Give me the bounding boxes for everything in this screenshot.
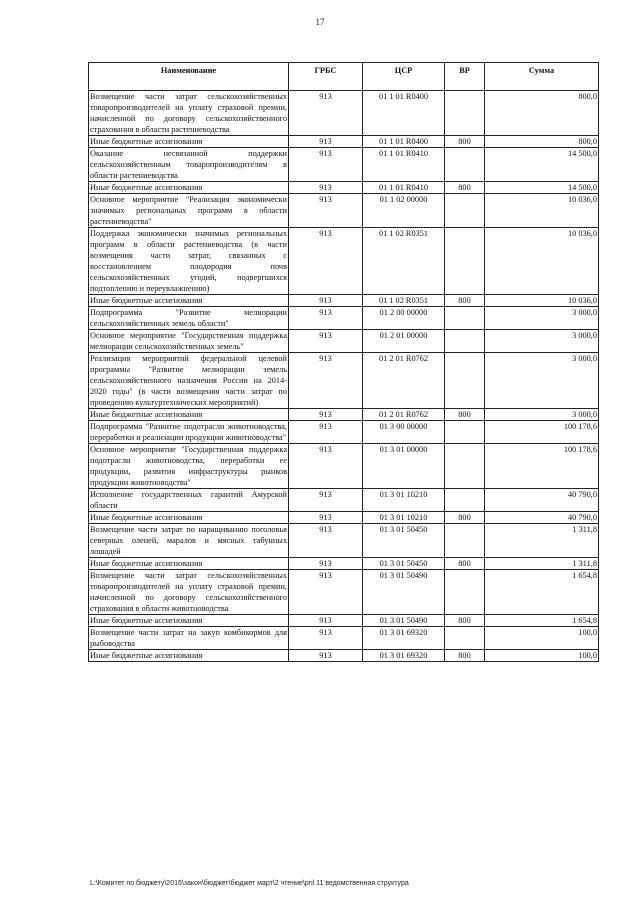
cell-grbs: 913 (289, 615, 363, 627)
table-row (89, 148, 599, 182)
cell-name: Иные бюджетные ассигнования (89, 650, 289, 662)
cell-vr: 800 (445, 615, 485, 627)
cell-sum: 1 311,8 (485, 524, 599, 558)
cell-sum: 3 000,0 (485, 353, 599, 409)
cell-sum: 100 178,6 (485, 421, 599, 444)
table-row (89, 182, 599, 194)
cell-name: Основное мероприятие "Государственная поддержка мелиорации сельскохозяйственных земель" (90, 331, 287, 351)
cell-sum: 10 036,0 (485, 228, 599, 295)
cell-name: Поддержка экономически значимых региональных программ в области растениеводства (в части возмещения части затрат, связанных с восстановлением плодородия почв сельскохозяйственных угодий, подвергшихся подтоплению и переувлажнению) (90, 229, 287, 293)
cell-csr: 01 2 01 R0762 (363, 353, 445, 409)
cell-grbs: 913 (289, 570, 363, 615)
cell-sum: 1 654,8 (485, 615, 599, 627)
cell-name: Реализация мероприятий федеральной целевой программы "Развитие мелиорации земель сельскохозяйственного назначения России на 2014-2020 годы" (в части возмещения части затрат по проведению культуртехнических мероприятий) (90, 354, 287, 407)
cell-grbs: 913 (289, 421, 363, 444)
table-row (89, 489, 599, 512)
cell-vr (445, 228, 485, 295)
cell-vr: 800 (445, 295, 485, 307)
cell-vr: 800 (445, 558, 485, 570)
cell-sum: 10 036,0 (485, 194, 599, 228)
cell-vr: 800 (445, 409, 485, 421)
table-row (89, 409, 599, 421)
cell-name: Основное мероприятие "Государственная поддержка подотрасли животноводства, переработки ее продукции, развития инфраструктуры рынков продукции животноводства" (90, 445, 287, 487)
cell-name: Иные бюджетные ассигнования (89, 295, 289, 307)
header-name: Наименование (89, 63, 289, 91)
cell-sum: 100 178,6 (485, 444, 599, 489)
cell-csr: 01 2 01 00000 (363, 330, 445, 353)
cell-name: Иные бюджетные ассигнования (89, 182, 289, 194)
cell-csr: 01 1 02 00000 (363, 194, 445, 228)
cell-grbs: 913 (289, 489, 363, 512)
cell-name: Иные бюджетные ассигнования (89, 136, 289, 148)
cell-name: Исполнение государственных гарантий Амурской области (90, 490, 287, 510)
cell-csr: 01 1 01 R0410 (363, 148, 445, 182)
cell-vr (445, 627, 485, 650)
cell-name: Иные бюджетные ассигнования (89, 615, 289, 627)
cell-csr: 01 1 02 R0351 (363, 228, 445, 295)
cell-vr (445, 524, 485, 558)
cell-csr: 01 2 01 R0762 (363, 409, 445, 421)
cell-sum: 10 036,0 (485, 295, 599, 307)
cell-name: Подпрограмма "Развитие подотрасли животноводства, переработки и реализации продукции животноводства" (90, 422, 287, 442)
cell-name: Возмещение части затрат сельскохозяйственных товаропроизводителей на уплату страховой премии, начисленной по договору сельскохозяйственного страхования в области растениеводства (90, 92, 287, 134)
cell-grbs: 913 (289, 558, 363, 570)
cell-grbs: 913 (289, 409, 363, 421)
cell-grbs: 913 (289, 295, 363, 307)
cell-grbs: 913 (289, 627, 363, 650)
cell-sum: 800,0 (485, 136, 599, 148)
cell-csr: 01 1 02 R0351 (363, 295, 445, 307)
page-number: 17 (315, 17, 325, 27)
cell-vr (445, 570, 485, 615)
table-row (89, 295, 599, 307)
table-row (89, 136, 599, 148)
cell-grbs: 913 (289, 524, 363, 558)
cell-sum: 3 000,0 (485, 330, 599, 353)
cell-vr (445, 353, 485, 409)
cell-sum: 3 000,0 (485, 307, 599, 330)
cell-name: Основное мероприятие "Реализация экономически значимых региональных программ в области растениеводства" (90, 195, 287, 226)
table-row (89, 524, 599, 558)
cell-grbs: 913 (289, 444, 363, 489)
cell-sum: 100,0 (485, 650, 599, 662)
header-csr: ЦСР (363, 63, 445, 91)
cell-sum: 14 500,0 (485, 182, 599, 194)
cell-vr (445, 330, 485, 353)
header-vr: ВР (445, 63, 485, 91)
table-row (89, 91, 599, 136)
cell-vr: 800 (445, 182, 485, 194)
cell-name: Иные бюджетные ассигнования (89, 409, 289, 421)
cell-grbs: 913 (289, 194, 363, 228)
cell-csr: 01 1 01 R0410 (363, 182, 445, 194)
cell-vr (445, 489, 485, 512)
table-row (89, 421, 599, 444)
table-header-row (89, 63, 599, 91)
cell-vr (445, 148, 485, 182)
cell-csr: 01 3 00 00000 (363, 421, 445, 444)
cell-sum: 1 654,8 (485, 570, 599, 615)
cell-grbs: 913 (289, 182, 363, 194)
table-row (89, 330, 599, 353)
table-row (89, 570, 599, 615)
header-sum: Сумма (485, 63, 599, 91)
header-grbs: ГРБС (289, 63, 363, 91)
cell-grbs: 913 (289, 512, 363, 524)
cell-csr: 01 3 01 50450 (363, 524, 445, 558)
cell-grbs: 913 (289, 307, 363, 330)
cell-csr: 01 3 01 50450 (363, 558, 445, 570)
cell-sum: 1 311,8 (485, 558, 599, 570)
cell-grbs: 913 (289, 136, 363, 148)
cell-grbs: 913 (289, 330, 363, 353)
table-row (89, 615, 599, 627)
cell-sum: 14 500,0 (485, 148, 599, 182)
cell-vr (445, 444, 485, 489)
cell-sum: 3 000,0 (485, 409, 599, 421)
cell-csr: 01 3 01 69320 (363, 627, 445, 650)
cell-name: Иные бюджетные ассигнования (89, 512, 289, 524)
cell-name: Возмещение части затрат на закуп комбикормов для рыбоводства (90, 628, 287, 648)
cell-vr (445, 194, 485, 228)
cell-csr: 01 3 01 10210 (363, 512, 445, 524)
cell-sum: 100,0 (485, 627, 599, 650)
cell-grbs: 913 (289, 148, 363, 182)
cell-name: Иные бюджетные ассигнования (89, 558, 289, 570)
cell-sum: 40 790,0 (485, 512, 599, 524)
cell-csr: 01 3 01 10210 (363, 489, 445, 512)
file-path-footer: L:\Комитет по бюджету\2016\закон\бюджет\бюджет март\2 чтение\pril 11 ведомственная структура (90, 880, 409, 887)
table-row (89, 558, 599, 570)
cell-sum: 800,0 (485, 91, 599, 136)
table-row (89, 353, 599, 409)
cell-vr: 800 (445, 512, 485, 524)
cell-vr (445, 307, 485, 330)
cell-csr: 01 3 01 50490 (363, 615, 445, 627)
cell-csr: 01 3 01 50490 (363, 570, 445, 615)
cell-grbs: 913 (289, 353, 363, 409)
cell-grbs: 913 (289, 650, 363, 662)
cell-vr (445, 91, 485, 136)
table-row (89, 194, 599, 228)
table-body (89, 91, 599, 662)
cell-name: Возмещение части затрат по наращиванию поголовья северных оленей, маралов и мясных табунных лошадей (90, 525, 287, 556)
budget-table (88, 62, 599, 662)
cell-sum: 40 790,0 (485, 489, 599, 512)
cell-name: Возмещение части затрат сельскохозяйственных товаропроизводителей на уплату страховой премии, начисленной по договору сельскохозяйственного страхования в области животноводства (90, 571, 287, 613)
cell-csr: 01 2 00 00000 (363, 307, 445, 330)
table-row (89, 444, 599, 489)
table-row (89, 307, 599, 330)
cell-name: Оказание несвязанной поддержки сельскохозяйственным товаропроизводителям в области растениеводства (90, 149, 287, 180)
cell-vr: 800 (445, 136, 485, 148)
table-row (89, 650, 599, 662)
cell-csr: 01 1 01 R0400 (363, 136, 445, 148)
cell-vr: 800 (445, 650, 485, 662)
cell-name: Подпрограмма "Развитие мелиорации сельскохозяйственных земель области" (90, 308, 287, 328)
cell-csr: 01 3 01 69320 (363, 650, 445, 662)
cell-grbs: 913 (289, 228, 363, 295)
cell-csr: 01 3 01 00000 (363, 444, 445, 489)
cell-grbs: 913 (289, 91, 363, 136)
table-row (89, 512, 599, 524)
table-row (89, 627, 599, 650)
cell-csr: 01 1 01 R0400 (363, 91, 445, 136)
table-row (89, 228, 599, 295)
cell-vr (445, 421, 485, 444)
